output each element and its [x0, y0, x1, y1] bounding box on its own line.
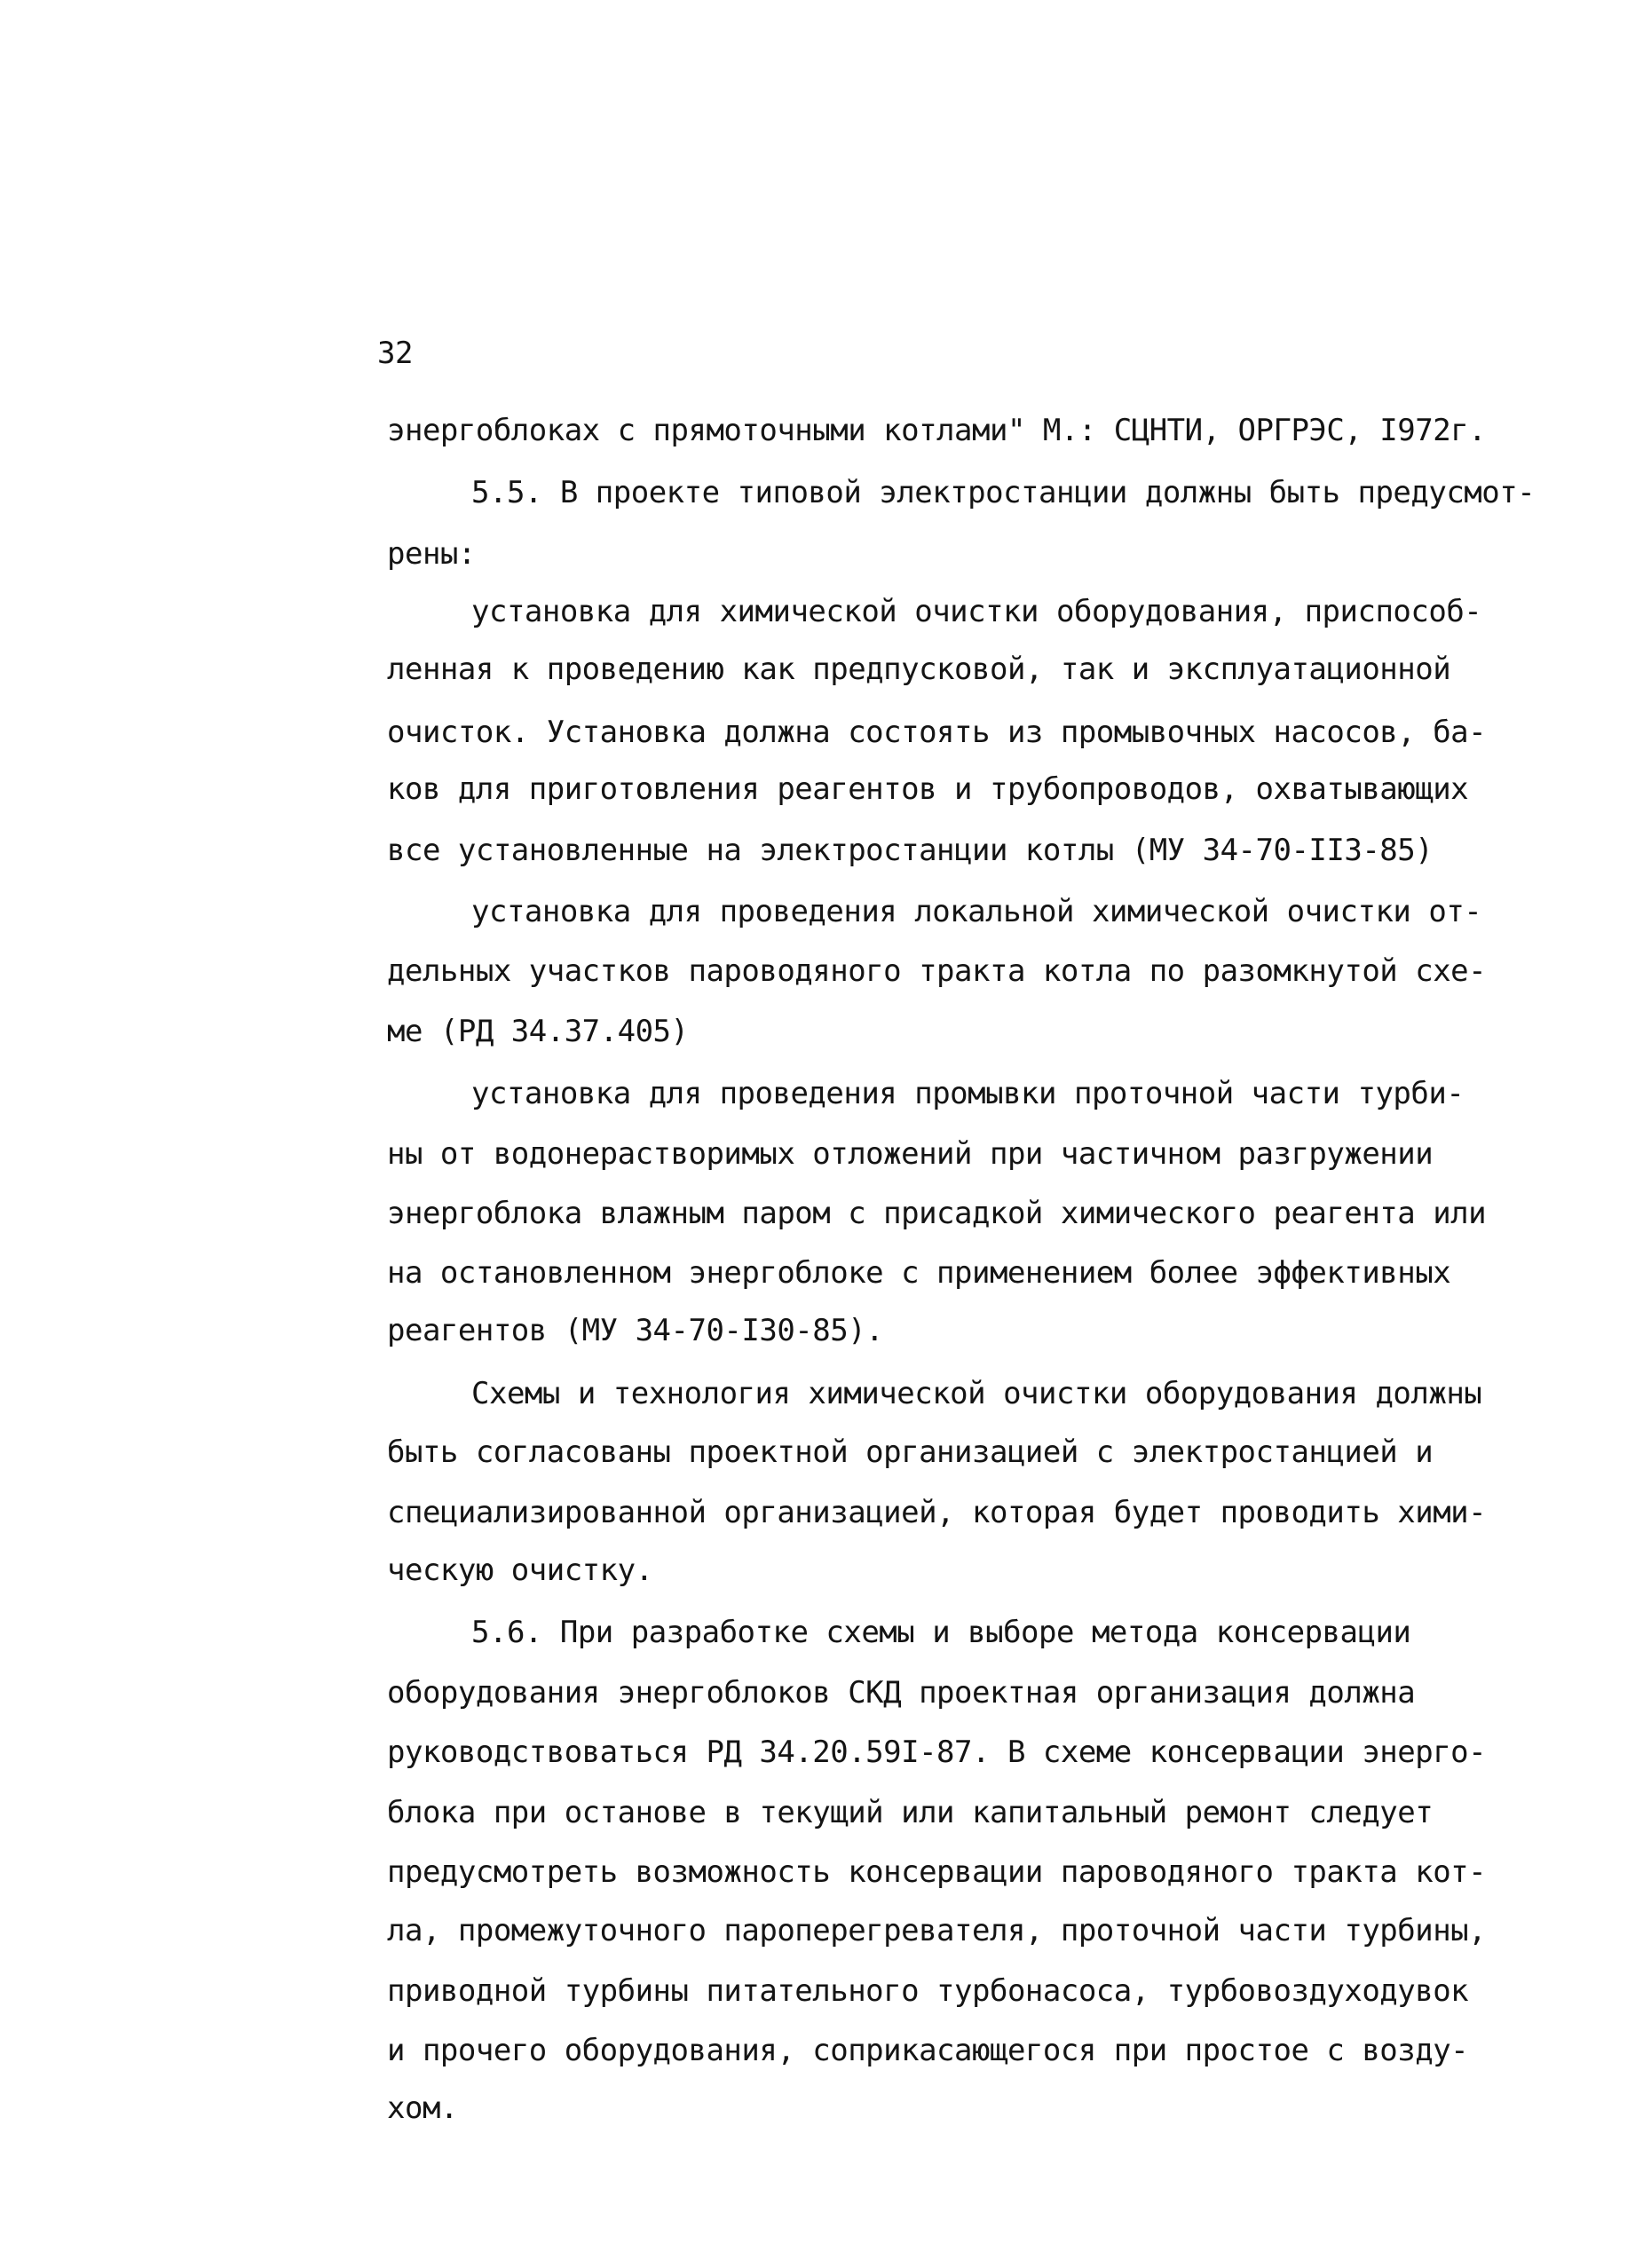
text-line: все установленные на электростанции котлы (МУ 34-70-II3-85): [387, 833, 1434, 868]
text-line: и прочего оборудования, соприкасающегося при простое с возду-: [387, 2033, 1469, 2068]
text-line: установка для химической очистки оборудования, приспособ-: [471, 594, 1482, 629]
text-line: Схемы и технология химической очистки оборудования должны: [471, 1376, 1482, 1411]
text-line: быть согласованы проектной организацией с электростанцией и: [387, 1434, 1434, 1470]
text-line: ме (РД 34.37.405): [387, 1014, 689, 1049]
text-line: оборудования энергоблоков СКД проектная организация должна: [387, 1675, 1416, 1711]
text-line: 5.6. При разработке схемы и выборе метода консервации: [471, 1615, 1411, 1650]
text-line: 5.5. В проекте типовой электростанции должны быть предусмот-: [471, 475, 1536, 510]
text-line: ков для приготовления реагентов и трубопроводов, охватывающих: [387, 771, 1469, 807]
text-line: блока при останове в текущий или капитальный ремонт следует: [387, 1795, 1434, 1830]
text-line: приводной турбины питательного турбонасоса, турбовоздуходувок: [387, 1973, 1469, 2009]
text-line: установка для проведения промывки проточной части турби-: [471, 1076, 1465, 1111]
text-line: установка для проведения локальной химической очистки от-: [471, 894, 1482, 929]
text-line: ленная к проведению как предпусковой, так и эксплуатационной: [387, 652, 1451, 687]
text-line: на остановленном энергоблоке с применением более эффективных: [387, 1255, 1451, 1291]
text-line: ческую очистку.: [387, 1553, 653, 1588]
page-number: 32: [377, 336, 413, 371]
text-line: рены:: [387, 536, 476, 572]
text-line: очисток. Установка должна состоять из промывочных насосов, ба-: [387, 715, 1487, 750]
text-line: дельных участков пароводяного тракта котла по разомкнутой схе-: [387, 953, 1487, 989]
text-line: предусмотреть возможность консервации пароводяного тракта кот-: [387, 1854, 1487, 1890]
text-line: хом.: [387, 2090, 458, 2126]
text-line: руководствоваться РД 34.20.59I-87. В схеме консервации энерго-: [387, 1735, 1487, 1770]
text-line: энергоблоках с прямоточными котлами" М.: СЦНТИ, ОРГРЭС, I972г.: [387, 413, 1487, 448]
text-line: реагентов (МУ 34-70-I30-85).: [387, 1313, 884, 1348]
text-line: специализированной организацией, которая будет проводить хими-: [387, 1495, 1487, 1530]
text-line: ла, промежуточного пароперегревателя, проточной части турбины,: [387, 1913, 1487, 1948]
text-line: ны от водонерастворимых отложений при частичном разгружении: [387, 1136, 1434, 1172]
text-line: энергоблока влажным паром с присадкой химического реагента или: [387, 1196, 1487, 1231]
